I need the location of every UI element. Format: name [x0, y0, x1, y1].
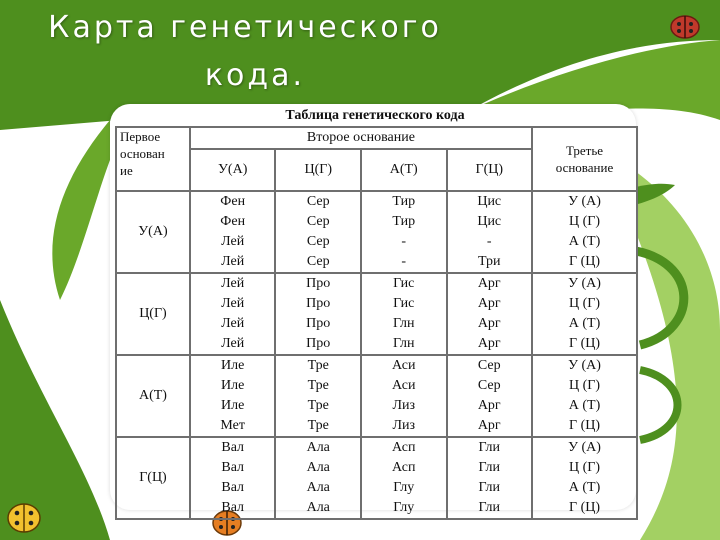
amino-acid: Арг	[477, 276, 501, 291]
amino-acid-cell	[361, 191, 447, 273]
third-base: Г (Ц)	[568, 336, 601, 351]
amino-acid: Вал	[221, 500, 245, 515]
amino-acid-cell	[190, 437, 276, 519]
amino-acid: Про	[306, 296, 331, 311]
amino-acid: Арг	[477, 316, 501, 331]
amino-acid: -	[401, 254, 407, 269]
amino-acid: Иле	[221, 358, 245, 373]
third-base: Г (Ц)	[568, 500, 601, 515]
third-base: Ц (Г)	[568, 296, 601, 311]
third-base: Г (Ц)	[568, 418, 601, 433]
slide-title-line2: кода.	[204, 58, 306, 93]
amino-acid-cell	[447, 437, 533, 519]
second-base-header: Второе основание	[190, 127, 532, 149]
amino-acid-cell	[275, 191, 361, 273]
amino-acid: Сер	[306, 194, 330, 209]
amino-acid: Сер	[306, 214, 330, 229]
amino-acid: Арг	[477, 398, 501, 413]
third-base-header	[532, 127, 637, 191]
amino-acid: Гли	[478, 480, 501, 495]
codon-group-row	[116, 191, 637, 273]
amino-acid: Цис	[477, 214, 502, 229]
amino-acid: Тир	[392, 214, 416, 229]
amino-acid: Сер	[306, 234, 330, 249]
amino-acid: Про	[306, 276, 331, 291]
amino-acid: Ала	[306, 460, 330, 475]
third-base: Ц (Г)	[568, 378, 601, 393]
amino-acid: Глу	[393, 500, 415, 515]
amino-acid: Тре	[307, 418, 329, 433]
amino-acid-cell	[361, 355, 447, 437]
amino-acid: Гли	[478, 500, 501, 515]
codon-group-row	[116, 273, 637, 355]
amino-acid: Ала	[306, 480, 330, 495]
third-base: А (Т)	[568, 316, 601, 331]
third-base-cell	[532, 273, 637, 355]
amino-acid-cell	[447, 273, 533, 355]
third-base-cell	[532, 355, 637, 437]
amino-acid: -	[401, 234, 407, 249]
third-base: Г (Ц)	[568, 254, 601, 269]
first-base-header	[116, 127, 190, 191]
amino-acid-cell	[275, 273, 361, 355]
third-base: У (А)	[568, 440, 601, 455]
third-base: У (А)	[568, 276, 601, 291]
amino-acid-cell	[361, 273, 447, 355]
amino-acid-cell	[361, 437, 447, 519]
amino-acid-cell	[190, 355, 276, 437]
first-base-header-line: основан	[120, 146, 165, 161]
first-base-header-line: ие	[120, 163, 133, 178]
amino-acid: Асп	[392, 460, 416, 475]
codon-group-row	[116, 437, 637, 519]
first-base-cell: У(А)	[116, 191, 190, 273]
genetic-code-table	[115, 126, 638, 520]
amino-acid: Сер	[477, 378, 501, 393]
amino-acid: Вал	[221, 440, 245, 455]
amino-acid: Вал	[221, 480, 245, 495]
amino-acid: Про	[306, 316, 331, 331]
first-base-cell: А(Т)	[116, 355, 190, 437]
amino-acid: Тре	[307, 378, 329, 393]
amino-acid: Ала	[306, 500, 330, 515]
third-base-header-line: основание	[555, 160, 614, 175]
third-base: А (Т)	[568, 234, 601, 249]
amino-acid-cell	[190, 191, 276, 273]
third-base: А (Т)	[568, 398, 601, 413]
amino-acid: Гис	[393, 276, 415, 291]
ladybug-icon	[668, 12, 702, 40]
third-base: У (А)	[568, 194, 601, 209]
slide-title-line1: Карта генетического	[48, 10, 442, 45]
amino-acid-cell	[275, 355, 361, 437]
first-base-cell: Ц(Г)	[116, 273, 190, 355]
amino-acid: Тре	[307, 398, 329, 413]
table-title: Таблица генетического кода	[285, 108, 465, 123]
amino-acid: Гис	[393, 296, 415, 311]
amino-acid: Лиз	[392, 418, 415, 433]
second-base-column-header: Ц(Г)	[275, 149, 361, 191]
amino-acid: Арг	[477, 418, 501, 433]
amino-acid: Лей	[221, 296, 245, 311]
amino-acid: Гли	[478, 460, 501, 475]
amino-acid-cell	[190, 273, 276, 355]
third-base-header-line: Третье	[565, 143, 604, 158]
amino-acid: Тре	[307, 358, 329, 373]
third-base: А (Т)	[568, 480, 601, 495]
amino-acid: Сер	[306, 254, 330, 269]
amino-acid: Фен	[220, 214, 246, 229]
amino-acid: Тир	[392, 194, 416, 209]
amino-acid: Ала	[306, 440, 330, 455]
amino-acid: Гли	[478, 440, 501, 455]
amino-acid: Мет	[220, 418, 245, 433]
second-base-column-header: А(Т)	[361, 149, 447, 191]
amino-acid: Глн	[392, 336, 415, 351]
first-base-cell: Г(Ц)	[116, 437, 190, 519]
third-base: Ц (Г)	[568, 214, 601, 229]
amino-acid: Лей	[221, 254, 245, 269]
amino-acid: Асп	[392, 440, 416, 455]
third-base-cell	[532, 437, 637, 519]
third-base-cell	[532, 191, 637, 273]
amino-acid: Цис	[477, 194, 502, 209]
amino-acid: Вал	[221, 460, 245, 475]
amino-acid: Лей	[221, 234, 245, 249]
amino-acid-cell	[447, 355, 533, 437]
amino-acid-cell	[275, 437, 361, 519]
amino-acid: -	[486, 234, 492, 249]
amino-acid: Иле	[221, 398, 245, 413]
third-base: У (А)	[568, 358, 601, 373]
amino-acid: Лей	[221, 276, 245, 291]
codon-group-row	[116, 355, 637, 437]
amino-acid: Лей	[221, 336, 245, 351]
amino-acid: Арг	[477, 336, 501, 351]
amino-acid-cell	[447, 191, 533, 273]
second-base-column-header: У(А)	[190, 149, 276, 191]
amino-acid: Сер	[477, 358, 501, 373]
second-base-column-header: Г(Ц)	[447, 149, 533, 191]
ladybug-icon	[4, 500, 44, 536]
amino-acid: Аси	[392, 378, 416, 393]
amino-acid: Фен	[220, 194, 246, 209]
amino-acid: Глу	[393, 480, 415, 495]
amino-acid: Про	[306, 336, 331, 351]
amino-acid: Три	[477, 254, 501, 269]
third-base: Ц (Г)	[568, 460, 601, 475]
amino-acid: Глн	[392, 316, 415, 331]
amino-acid: Арг	[477, 296, 501, 311]
first-base-header-line: Первое	[120, 129, 161, 144]
amino-acid: Аси	[392, 358, 416, 373]
amino-acid: Лиз	[392, 398, 415, 413]
amino-acid: Иле	[221, 378, 245, 393]
amino-acid: Лей	[221, 316, 245, 331]
